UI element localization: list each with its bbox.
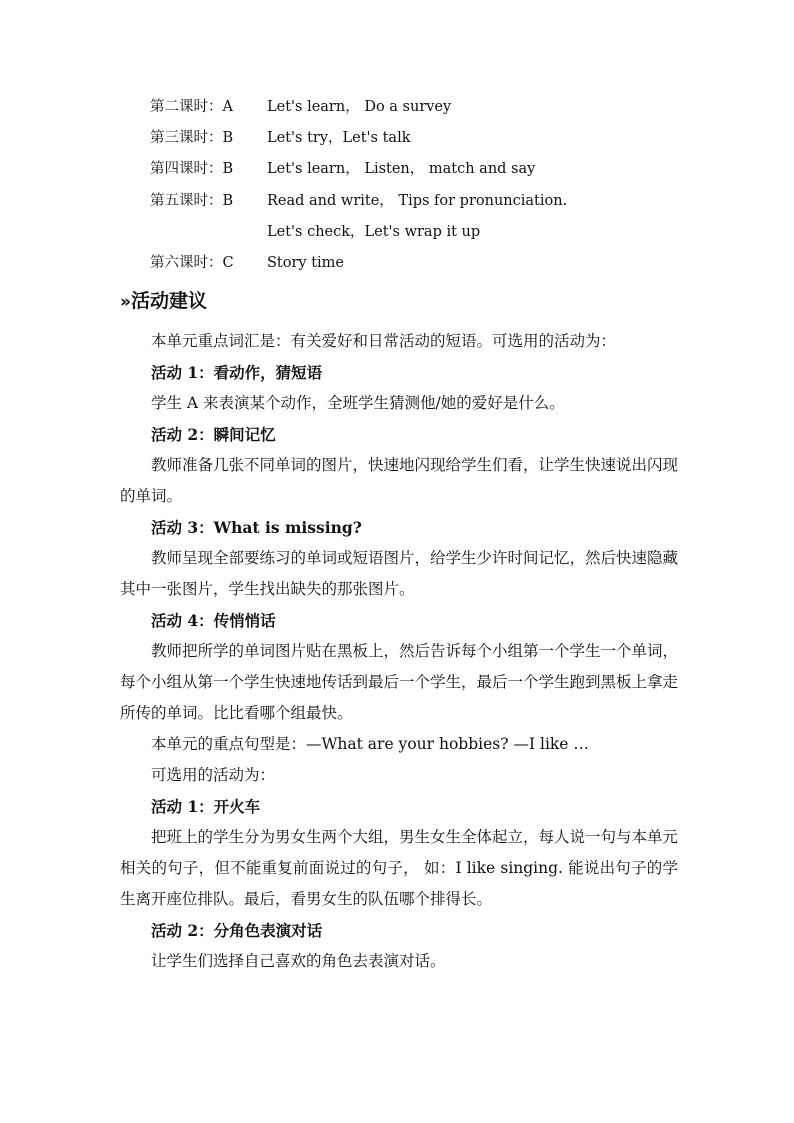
paragraph: 本单元的重点句型是：—What are your hobbies? —I like …: [151, 735, 589, 753]
lesson-content: Let's learn， Do a survey: [267, 99, 452, 115]
section-heading: [120, 289, 207, 314]
schedule-row: [150, 253, 344, 273]
paragraph: 让学生们选择自己喜欢的角色去表演对话。: [151, 952, 446, 970]
lesson-label: 第五课时：B: [150, 193, 234, 209]
paragraph: 本单元重点词汇是：有关爱好和日常活动的短语。可选用的活动为：: [151, 332, 617, 350]
lesson-label: 第四课时：B: [150, 161, 234, 177]
lesson-content: Let's try，Let's talk: [267, 130, 411, 146]
schedule-row: [150, 128, 411, 148]
schedule-row: [150, 97, 451, 117]
lesson-content: Let's learn， Listen， match and say: [267, 161, 536, 177]
double-chevron-icon: ››: [120, 292, 129, 312]
activity-title: 活动 2：分角色表演对话: [151, 921, 323, 940]
activity-title: 活动 2：瞬间记忆: [151, 425, 276, 444]
schedule-row: [150, 222, 480, 242]
paragraph: 教师呈现全部要练习的单词或短语图片，给学生少许时间记忆，然后快速隐藏其中一张图片，学生找出缺失的那张图片。: [120, 549, 679, 598]
lesson-content: Read and write， Tips for pronunciation.: [267, 193, 568, 209]
lesson-content: Story time: [267, 255, 345, 271]
schedule-row: [150, 191, 567, 211]
paragraph: 教师准备几张不同单词的图片，快速地闪现给学生们看，让学生快速说出闪现的单词。: [120, 456, 679, 505]
activity-title: 活动 4：传悄悄话: [151, 611, 276, 630]
paragraph: 学生 A 来表演某个动作，全班学生猜测他/她的爱好是什么。: [151, 394, 565, 412]
section-title: 活动建议: [131, 290, 208, 312]
lesson-label: 第六课时：C: [150, 255, 234, 271]
activity-title: 活动 1：开火车: [151, 797, 261, 816]
paragraph: 把班上的学生分为男女生两个大组，男生女生全体起立，每人说一句与本单元相关的句子，但不能重复前面说过的句子， 如：I like singing. 能说出句子的学生离开座位排队。最后，看男女生的队伍哪个排得长。: [120, 828, 679, 908]
schedule-row: [150, 159, 535, 179]
activity-title: 活动 3：What is missing?: [151, 518, 362, 537]
paragraph: 可选用的活动为：: [151, 766, 276, 784]
lesson-label: 第二课时：A: [150, 99, 233, 115]
lesson-label: 第三课时：B: [150, 130, 234, 146]
lesson-content: Let's check，Let's wrap it up: [267, 224, 481, 240]
activity-title: 活动 1：看动作，猜短语: [151, 363, 323, 382]
paragraph: 教师把所学的单词图片贴在黑板上，然后告诉每个小组第一个学生一个单词，每个小组从第一个学生快速地传话到最后一个学生，最后一个学生跑到黑板上拿走所传的单词。比比看哪个组最快。: [120, 642, 679, 722]
